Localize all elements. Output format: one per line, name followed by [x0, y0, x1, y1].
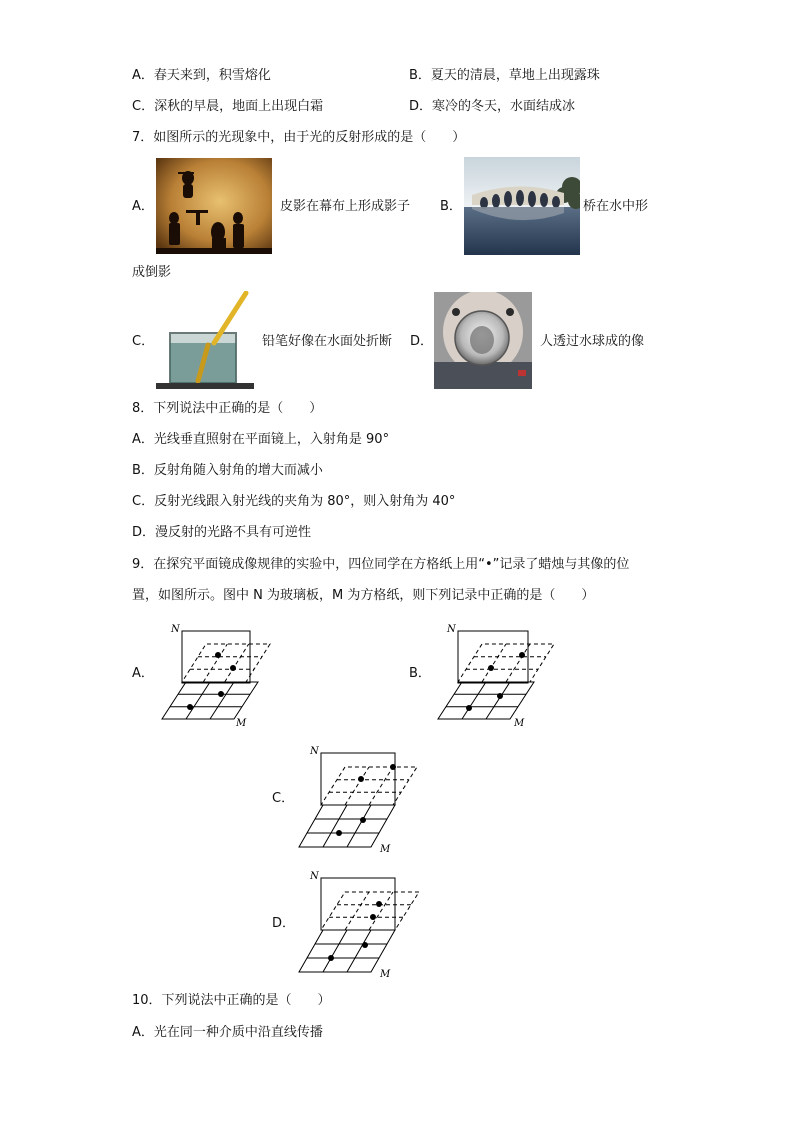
label-n: N	[310, 871, 319, 882]
image-dot	[370, 914, 376, 920]
q7-option-a-caption: 皮影在幕布上形成影子	[280, 199, 411, 214]
q9-option-c-letter: C．	[272, 791, 295, 806]
image-dot	[376, 901, 382, 907]
label-n: N	[310, 746, 319, 757]
q9-figure-a	[160, 620, 275, 730]
q9-figure-c	[297, 742, 419, 854]
q6-option-c: C．深秋的早晨，地面上出现白霜	[132, 99, 324, 114]
image-dot	[390, 764, 396, 770]
q9-option-b-letter: B．	[409, 666, 431, 681]
bridge-reflection-photo	[464, 157, 580, 255]
q10-option-a: A．光在同一种介质中沿直线传播	[132, 1025, 323, 1040]
q8-option-b: B．反射角随入射角的增大而减小	[132, 463, 323, 478]
label-m: M	[380, 844, 391, 855]
image-dot	[519, 652, 525, 658]
image-dot	[230, 665, 236, 671]
label-n: N	[171, 624, 180, 635]
q7-option-b-caption: 桥在水中形	[583, 199, 649, 214]
candle-dot	[187, 704, 193, 710]
q9-stem-line-2: 置，如图所示。图中 N 为玻璃板，M 为方格纸，则下列记录中正确的是（ ）	[132, 588, 595, 603]
candle-dot	[218, 691, 224, 697]
image-dot	[488, 665, 494, 671]
q6-option-d: D．寒冷的冬天，水面结成冰	[409, 99, 576, 114]
candle-dot	[328, 955, 334, 961]
q9-figure-b	[436, 620, 556, 730]
q8-option-a: A．光线垂直照射在平面镜上，入射角是 90°	[132, 432, 390, 447]
label-m: M	[380, 969, 391, 980]
q7-option-d-caption: 人透过水球成的像	[540, 334, 645, 349]
q7-option-c-letter: C．	[132, 334, 155, 349]
candle-dot	[466, 705, 472, 711]
q7-stem: 7．如图所示的光现象中，由于光的反射形成的是（ ）	[132, 130, 466, 145]
candle-dot	[362, 942, 368, 948]
q7-option-b-letter: B．	[440, 199, 462, 214]
image-dot	[215, 652, 221, 658]
label-n: N	[447, 624, 456, 635]
label-m: M	[514, 718, 525, 729]
q7-option-a-letter: A．	[132, 199, 154, 214]
q9-figure-d	[297, 867, 421, 979]
q8-option-c: C．反射光线跟入射光线的夹角为 80°，则入射角为 40°	[132, 494, 456, 509]
q8-option-d: D．漫反射的光路不具有可逆性	[132, 525, 312, 540]
q8-stem: 8．下列说法中正确的是（ ）	[132, 401, 323, 416]
shadow-puppet-photo	[156, 158, 272, 254]
q9-option-a-letter: A．	[132, 666, 154, 681]
q7-option-b-caption-continued: 成倒影	[132, 265, 172, 280]
candle-dot	[497, 693, 503, 699]
candle-dot	[360, 817, 366, 823]
q10-stem: 10．下列说法中正确的是（ ）	[132, 993, 331, 1008]
q6-option-b: B．夏天的清晨，草地上出现露珠	[409, 68, 600, 83]
candle-dot	[336, 830, 342, 836]
q7-option-d-letter: D．	[410, 334, 434, 349]
label-m: M	[236, 718, 247, 729]
q9-option-d-letter: D．	[272, 916, 296, 931]
image-dot	[358, 776, 364, 782]
water-ball-photo	[434, 292, 532, 389]
q7-option-c-caption: 铅笔好像在水面处折断	[262, 334, 393, 349]
q9-stem-line-1: 9．在探究平面镜成像规律的实验中，四位同学在方格纸上用“•”记录了蜡烛与其像的位	[132, 557, 630, 572]
pencil-in-water-photo	[156, 291, 254, 389]
q6-option-a: A．春天来到，积雪熔化	[132, 68, 271, 83]
